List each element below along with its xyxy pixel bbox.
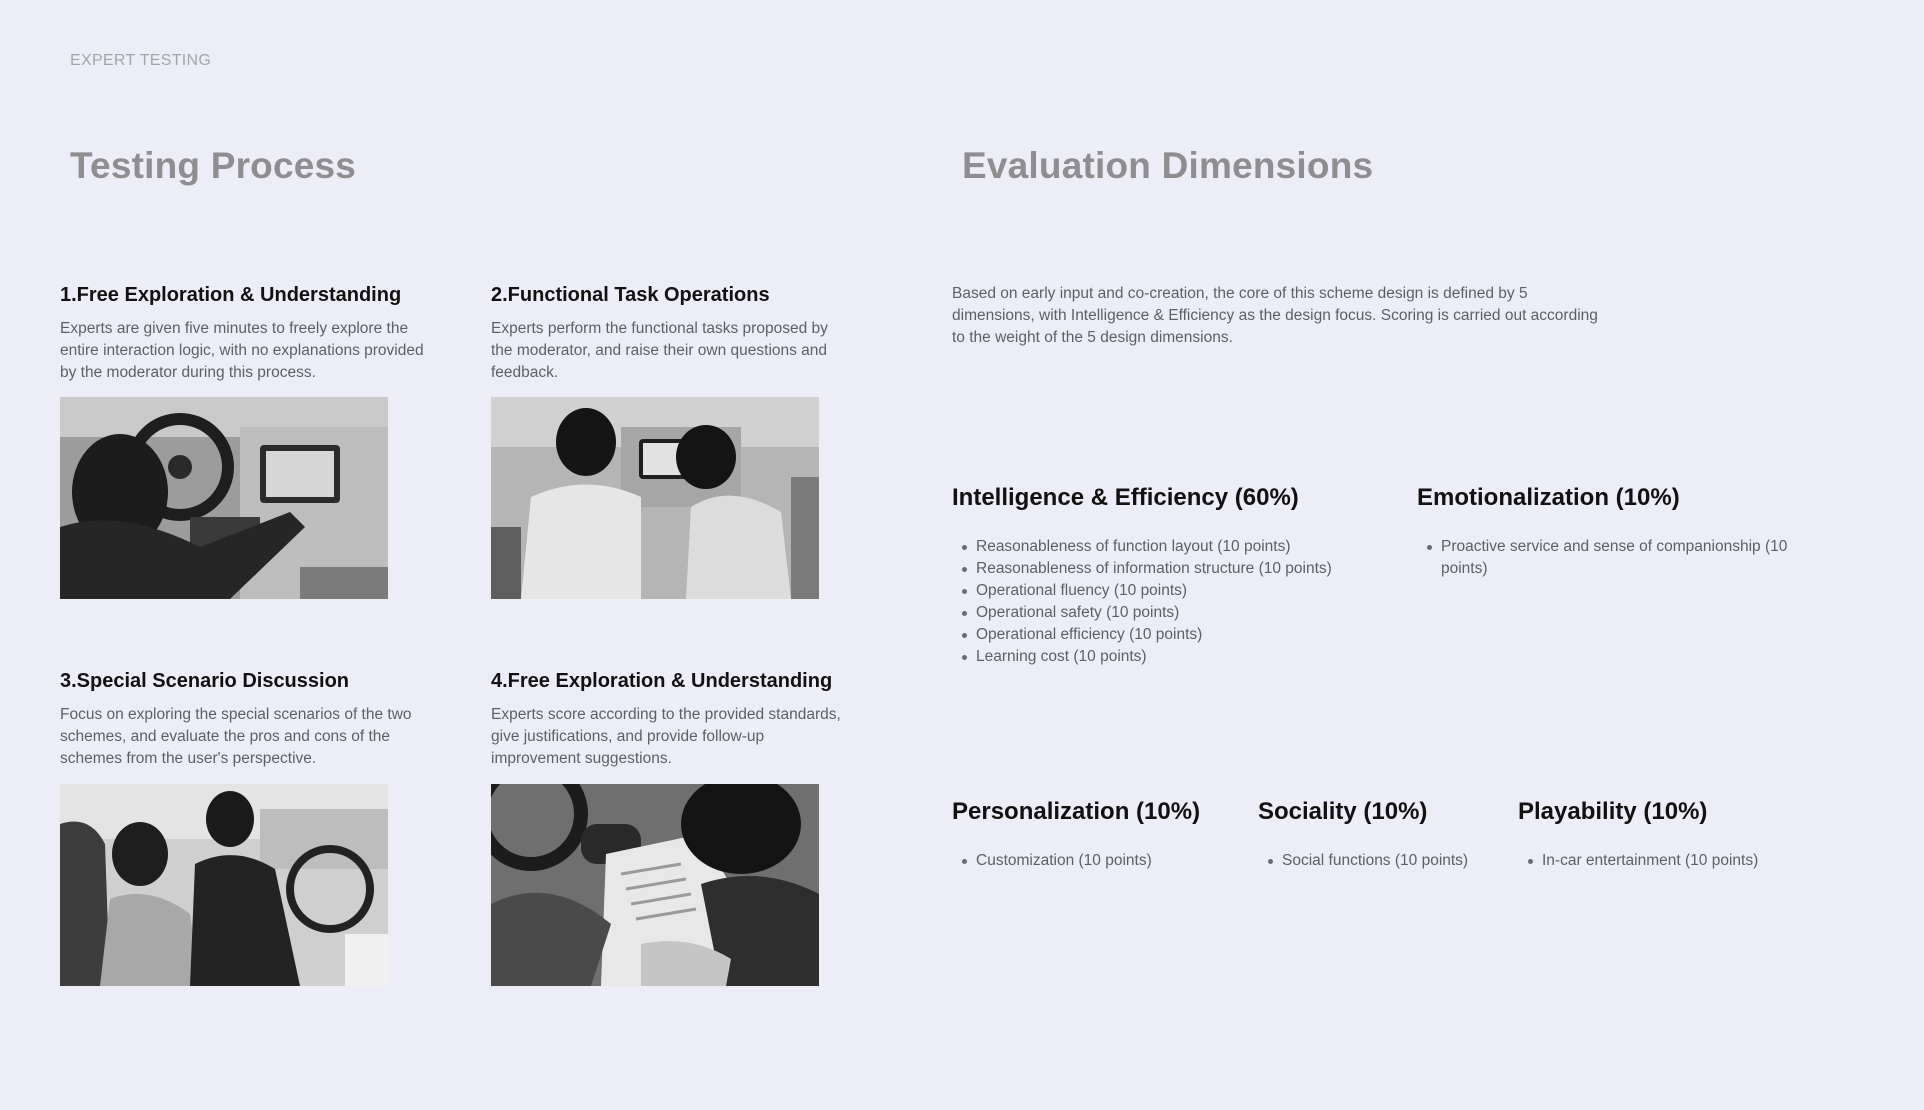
- criterion-item: In-car entertainment (10 points): [1518, 850, 1818, 872]
- process-step-3: [60, 670, 440, 770]
- step-title: 2.Functional Task Operations: [491, 284, 770, 306]
- criterion-item: Reasonableness of function layout (10 points): [952, 536, 1392, 558]
- dimension-title: Personalization (10%): [952, 798, 1201, 825]
- criterion-item: Learning cost (10 points): [952, 646, 1392, 668]
- dimension-criteria-list: [1258, 850, 1508, 872]
- dimension-intelligence-efficiency: [952, 484, 1392, 668]
- dimension-title: Sociality (10%): [1258, 798, 1428, 825]
- process-step-2: [491, 284, 841, 384]
- evaluation-dimensions-title: Evaluation Dimensions: [962, 145, 1374, 186]
- dimension-title: Intelligence & Efficiency (60%): [952, 484, 1299, 511]
- testing-process-title: Testing Process: [70, 145, 357, 186]
- dimension-emotionalization: [1417, 484, 1837, 580]
- dimension-criteria-list: [1518, 850, 1818, 872]
- expert-at-cockpit-touchscreen-photo: [60, 397, 388, 599]
- dimension-criteria-list: [952, 850, 1242, 872]
- discussion-in-car-seats-photo: [60, 784, 388, 986]
- step-description: Experts score according to the provided standards, give justifications, and provide follow-up improvement suggestions.: [491, 706, 841, 767]
- dimension-criteria-list: [952, 536, 1392, 668]
- process-step-4: [491, 670, 841, 770]
- dimension-personalization: [952, 798, 1242, 872]
- dimension-criteria-list: [1417, 536, 1837, 580]
- step-title: 1.Free Exploration & Understanding: [60, 284, 402, 306]
- criterion-item: Operational efficiency (10 points): [952, 624, 1392, 646]
- dimension-title: Emotionalization (10%): [1417, 484, 1680, 511]
- two-people-at-center-display-photo: [491, 397, 819, 599]
- criterion-item: Reasonableness of information structure (10 points): [952, 558, 1392, 580]
- criterion-item: Social functions (10 points): [1258, 850, 1508, 872]
- section-eyebrow: EXPERT TESTING: [70, 52, 212, 69]
- step-title: 4.Free Exploration & Understanding: [491, 670, 833, 692]
- criterion-item: Customization (10 points): [952, 850, 1242, 872]
- dimension-title: Playability (10%): [1518, 798, 1708, 825]
- step-title: 3.Special Scenario Discussion: [60, 670, 350, 692]
- criterion-item: Proactive service and sense of companionship (10 points): [1417, 536, 1837, 580]
- evaluation-intro: Based on early input and co-creation, the core of this scheme design is defined by 5 dimensions, with Intelligence & Efficiency as the design focus. Scoring is carried out according to the weight of the 5 design dimensions.: [952, 285, 1598, 346]
- criterion-item: Operational fluency (10 points): [952, 580, 1392, 602]
- expert-reading-score-sheet-photo: [491, 784, 819, 986]
- dimension-sociality: [1258, 798, 1508, 872]
- step-description: Experts perform the functional tasks proposed by the moderator, and raise their own questions and feedback.: [491, 320, 828, 381]
- process-step-1: [60, 284, 440, 384]
- criterion-item: Operational safety (10 points): [952, 602, 1392, 624]
- step-description: Experts are given five minutes to freely explore the entire interaction logic, with no explanations provided by the moderator during this process.: [60, 320, 424, 381]
- dimension-playability: [1518, 798, 1818, 872]
- step-description: Focus on exploring the special scenarios of the two schemes, and evaluate the pros and cons of the schemes from the user's perspective.: [60, 706, 412, 767]
